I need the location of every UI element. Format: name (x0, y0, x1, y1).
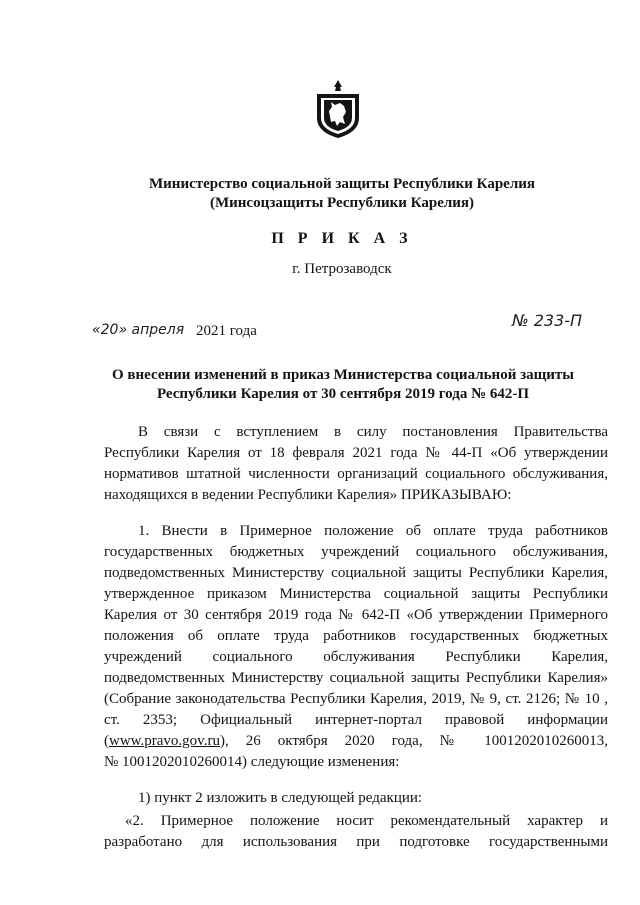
quote-line: разработано для использования при подготовке государственными (104, 834, 608, 850)
preamble-line: Республики Карелия от 18 февраля 2021 года № 44-П «Об утверждении (104, 445, 608, 461)
city: г. Петрозаводск (292, 261, 392, 277)
karelia-coat-of-arms-icon (313, 78, 363, 140)
item1-line: утвержденное приказом Министерства социальной защиты Республики (104, 586, 608, 602)
handwritten-date: «20» апреля (92, 322, 185, 338)
order-subject (110, 366, 576, 404)
item1-line-with-link: (www.pravo.gov.ru), 26 октября 2020 года, № 1001202010260013, (104, 733, 608, 749)
item1-line: № 1001202010260014) следующие изменения: (104, 754, 400, 770)
item1-line-rest: ), 26 октября 2020 года, № 1001202010260013, (219, 733, 608, 749)
order-subject-line: О внесении изменений в приказ Министерства социальной защиты (111, 367, 575, 383)
quote-line: «2. Примерное положение носит рекомендательный характер и (125, 813, 608, 829)
item1-line: 1. Внести в Примерное положение об оплате труда работников (138, 523, 608, 539)
order-subject-line: Республики Карелия от 30 сентября 2019 года № 642-П (156, 386, 530, 402)
item1-line: учреждений социального обслуживания Республики Карелия, (104, 649, 608, 665)
subitem1: 1) пункт 2 изложить в следующей редакции: (138, 790, 423, 806)
pravo-gov-link[interactable]: www.pravo.gov.ru (109, 733, 220, 749)
item1-line: подведомственных Министерству социальной защиты Республики Карелия» (104, 670, 608, 686)
item1-line: подведомственных Министерству социальной защиты Республики Карелия, (104, 565, 608, 581)
preamble-line: нормативов штатной численности организаций социального обслуживания, (104, 466, 608, 482)
item1-line: положения об оплате труда работников государственных бюджетных (104, 628, 608, 644)
handwritten-order-number: № 233-П (512, 311, 583, 330)
item1-line: ст. 2353; Официальный интернет-портал правовой информации (104, 712, 608, 728)
preamble-line: В связи с вступлением в силу постановления Правительства (138, 424, 608, 440)
preamble-line: находящихся в ведении Республики Карелия» ПРИКАЗЫВАЮ: (104, 487, 512, 503)
date-year: 2021 года (196, 323, 257, 339)
document-type: П Р И К А З (271, 230, 413, 247)
ministry-short-name: (Минсоцзащиты Республики Карелия) (209, 195, 475, 211)
item1-line: государственных бюджетных учреждений социального обслуживания, (104, 544, 608, 560)
item1-line: (Собрание законодательства Республики Карелия, 2019, № 9, ст. 2126; № 10 , (104, 691, 608, 707)
ministry-name: Министерство социальной защиты Республики Карелия (149, 176, 535, 192)
item1-line: Карелия от 30 сентября 2019 года № 642-П «Об утверждении Примерного (104, 607, 608, 623)
